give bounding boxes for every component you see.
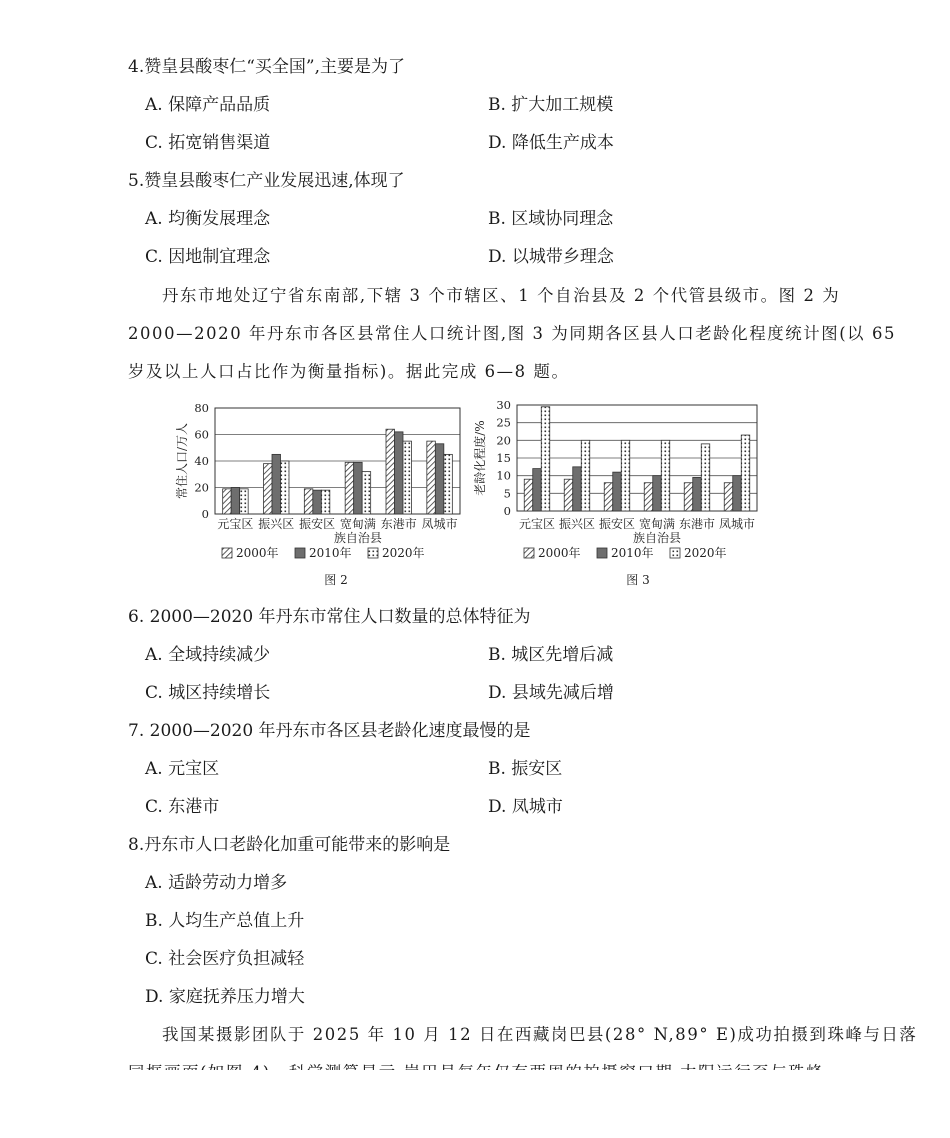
bar-元宝区-2000年 [223, 489, 232, 514]
bar-宽甸满-2010年 [354, 462, 363, 514]
bar-宽甸满-2000年 [345, 462, 354, 514]
bar-振安区-2010年 [313, 490, 322, 514]
q8-option-b: B. 人均生产总值上升 [145, 911, 305, 931]
q6-option-d: D. 县域先减后增 [488, 683, 614, 703]
bar-振安区-2020年 [621, 440, 630, 511]
y-tick-label: 60 [194, 427, 209, 442]
bar-元宝区-2010年 [533, 469, 542, 511]
q5-option-a: A. 均衡发展理念 [145, 209, 271, 229]
legend-label: 2000年 [236, 546, 279, 560]
bar-宽甸满-2020年 [362, 472, 371, 514]
x-category-label: 凤城市 [718, 517, 756, 531]
y-tick-label: 0 [503, 504, 511, 518]
x-category-label: 宽甸满 [638, 517, 676, 531]
bar-振兴区-2010年 [272, 454, 281, 514]
q8-stem: 8.丹东市人口老龄化加重可能带来的影响是 [128, 835, 451, 855]
legend-label: 2020年 [684, 546, 727, 560]
chart-aging [472, 398, 757, 587]
figure-caption: 图 2 [324, 573, 348, 587]
bar-元宝区-2010年 [231, 488, 240, 515]
q7-option-d: D. 凤城市 [488, 797, 563, 817]
x-category-label: 振兴区 [558, 517, 596, 531]
bar-东港市-2000年 [684, 483, 693, 511]
q5-option-d: D. 以城带乡理念 [488, 247, 614, 267]
y-tick-label: 30 [496, 398, 511, 412]
q7-stem: 7. 2000—2020 年丹东市各区县老龄化速度最慢的是 [128, 721, 531, 741]
q5-option-c: C. 因地制宜理念 [145, 247, 271, 267]
q5-stem: 5.赞皇县酸枣仁产业发展迅速,体现了 [128, 171, 405, 191]
bar-东港市-2010年 [395, 432, 404, 514]
bar-元宝区-2020年 [240, 489, 249, 514]
legend-swatch [524, 548, 534, 558]
bar-凤城市-2010年 [733, 476, 742, 511]
bar-元宝区-2000年 [524, 479, 533, 511]
q8-option-a: A. 适龄劳动力增多 [145, 873, 288, 893]
bar-振兴区-2000年 [564, 479, 573, 511]
q5-option-b: B. 区域协同理念 [488, 209, 614, 229]
y-axis-label: 老龄化程度/% [473, 420, 487, 496]
x-category-label: 振安区 [299, 517, 336, 531]
y-tick-label: 40 [194, 454, 209, 468]
bar-凤城市-2000年 [724, 483, 733, 511]
intro-line-3: 岁及以上人口占比作为衡量指标)。据此完成 6—8 题。 [128, 362, 570, 381]
bar-振兴区-2020年 [581, 440, 590, 511]
bar-东港市-2020年 [403, 441, 412, 514]
bar-凤城市-2000年 [427, 441, 436, 514]
q6-stem: 6. 2000—2020 年丹东市常住人口数量的总体特征为 [128, 607, 531, 627]
figure-charts [0, 398, 950, 598]
bar-振兴区-2020年 [281, 461, 290, 514]
q6-option-a: A. 全域持续减少 [145, 645, 271, 665]
next-para-line-1: 我国某摄影团队于 2025 年 10 月 12 日在西藏岗巴县(28° N,89° E)成功拍摄到珠峰与日落 [162, 1025, 918, 1044]
q4-option-a: A. 保障产品品质 [145, 95, 271, 115]
q8-option-d: D. 家庭抚养压力增大 [145, 987, 305, 1007]
bar-宽甸满-2020年 [661, 440, 670, 511]
x-category-label: 元宝区 [518, 517, 556, 531]
y-tick-label: 5 [503, 486, 511, 501]
bar-振兴区-2010年 [573, 467, 582, 511]
q4-option-b: B. 扩大加工规模 [488, 95, 614, 115]
q8-option-c: C. 社会医疗负担减轻 [145, 949, 305, 969]
bar-宽甸满-2000年 [644, 483, 653, 511]
y-tick-label: 0 [201, 507, 209, 521]
legend-swatch [222, 548, 232, 558]
bar-元宝区-2020年 [541, 407, 550, 511]
bar-凤城市-2020年 [741, 435, 750, 511]
q6-option-b: B. 城区先增后减 [488, 645, 614, 665]
x-category-label: 振兴区 [258, 517, 295, 531]
bar-东港市-2010年 [693, 477, 702, 511]
q6-option-c: C. 城区持续增长 [145, 683, 271, 703]
x-category-label: 东港市 [678, 517, 716, 531]
bar-振兴区-2000年 [264, 464, 273, 514]
bar-宽甸满-2010年 [653, 476, 662, 511]
x-category-label: 凤城市 [421, 517, 458, 531]
y-tick-label: 80 [194, 401, 209, 415]
bar-凤城市-2010年 [435, 444, 444, 514]
legend-swatch [670, 548, 680, 558]
legend-label: 2010年 [309, 546, 352, 560]
intro-line-1: 丹东市地处辽宁省东南部,下辖 3 个市辖区、1 个自治县及 2 个代管县级市。图 2 为 [162, 286, 841, 305]
q7-option-a: A. 元宝区 [145, 759, 220, 779]
q7-option-c: C. 东港市 [145, 797, 220, 817]
y-tick-label: 25 [496, 415, 511, 430]
q4-option-d: D. 降低生产成本 [488, 133, 614, 153]
bar-振安区-2000年 [604, 483, 613, 511]
x-category-sublabel: 族自治县 [632, 531, 682, 545]
legend-swatch [597, 548, 607, 558]
y-axis-label: 常住人口/万人 [175, 422, 189, 500]
legend-swatch [368, 548, 378, 558]
q4-stem: 4.赞皇县酸枣仁“买全国”,主要是为了 [128, 57, 406, 77]
x-category-label: 振安区 [598, 517, 636, 531]
legend-label: 2000年 [538, 546, 581, 560]
q4-option-c: C. 拓宽销售渠道 [145, 133, 271, 153]
chart-population [174, 401, 460, 587]
x-category-label: 东港市 [380, 517, 417, 531]
figure-caption: 图 3 [626, 573, 650, 587]
y-tick-label: 10 [496, 468, 511, 483]
x-category-label: 元宝区 [217, 517, 254, 531]
bar-振安区-2000年 [304, 489, 313, 514]
y-tick-label: 15 [496, 451, 511, 465]
y-tick-label: 20 [496, 433, 511, 448]
intro-line-2: 2000—2020 年丹东市各区县常住人口统计图,图 3 为同期各区县人口老龄化程度统计图(以 65 [128, 324, 897, 343]
legend-label: 2020年 [382, 546, 425, 560]
legend-label: 2010年 [611, 546, 654, 560]
x-category-label: 宽甸满 [339, 517, 376, 531]
x-category-sublabel: 族自治县 [333, 531, 382, 545]
page-cutoff [0, 1070, 950, 1138]
bar-东港市-2000年 [386, 429, 395, 514]
bar-振安区-2020年 [321, 490, 330, 514]
bar-东港市-2020年 [701, 444, 710, 511]
bar-凤城市-2020年 [444, 454, 453, 514]
legend-swatch [295, 548, 305, 558]
bar-振安区-2010年 [613, 472, 622, 511]
y-tick-label: 20 [194, 480, 209, 495]
q7-option-b: B. 振安区 [488, 759, 563, 779]
